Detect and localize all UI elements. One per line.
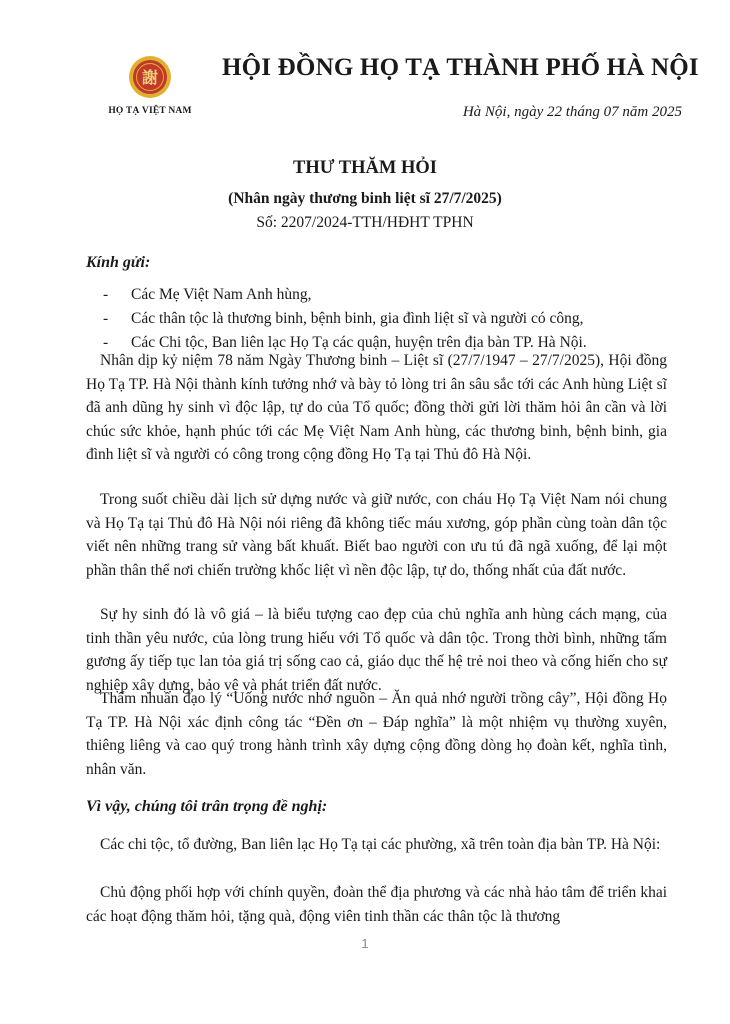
recipient-text: Các thân tộc là thương binh, bệnh binh, gia đình liệt sĩ và người có công, bbox=[131, 310, 584, 327]
seal-glyph: 謝 bbox=[141, 68, 159, 87]
document-title: THƯ THĂM HỎI bbox=[293, 158, 437, 178]
recipient-text: Các Chi tộc, Ban liên lạc Họ Tạ các quận, huyện trên địa bàn TP. Hà Nội. bbox=[131, 334, 587, 351]
body-paragraph: Trong suốt chiều dài lịch sử dựng nước và giữ nước, con cháu Họ Tạ Việt Nam nói chung và Họ Tạ tại Thủ đô Hà Nội nói riêng đã không tiếc máu xương, góp phần cùng toàn dân tộc viết nên những trang sử vàng bất khuất. Biết bao người con ưu tú đã ngã xuống, để lại một phần thân thể nơi chiến trường khốc liệt vì nền độc lập, tự do, thống nhất của đất nước. bbox=[86, 491, 667, 579]
logo-label: HỌ TẠ VIỆT NAM bbox=[108, 106, 192, 116]
salutation: Kính gửi: bbox=[86, 254, 151, 271]
document-number: Số: 2207/2024-TTH/HĐHT TPHN bbox=[256, 214, 474, 231]
body-paragraph: Thấm nhuần đạo lý “Uống nước nhớ nguồn – Ăn quả nhớ người trồng cây”, Hội đồng Họ Tạ TP. Hà Nội xác định công tác “Đền ơn – Đáp nghĩa” là một nhiệm vụ thường xuyên, thiêng liêng và cao quý trong hành trình xây dựng cộng đồng dòng họ đoàn kết, nghĩa tình, nhân văn. bbox=[86, 690, 667, 778]
proposal-heading: Vì vậy, chúng tôi trân trọng đề nghị: bbox=[86, 798, 328, 815]
recipient-item: - Các Chi tộc, Ban liên lạc Họ Tạ các quận, huyện trên địa bàn TP. Hà Nội. bbox=[103, 334, 587, 351]
recipient-item: - Các thân tộc là thương binh, bệnh binh, gia đình liệt sĩ và người có công, bbox=[103, 310, 584, 327]
organization-title: HỘI ĐỒNG HỌ TẠ THÀNH PHỐ HÀ NỘI bbox=[222, 54, 699, 81]
date-line: Hà Nội, ngày 22 tháng 07 năm 2025 bbox=[462, 104, 682, 120]
clan-logo bbox=[96, 54, 204, 116]
recipient-text: Các Mẹ Việt Nam Anh hùng, bbox=[131, 286, 312, 303]
recipient-list bbox=[103, 283, 587, 355]
clan-seal-icon bbox=[127, 54, 173, 100]
page-number: 1 bbox=[361, 936, 369, 951]
proposal-intro: Các chi tộc, tổ đường, Ban liên lạc Họ Tạ tại các phường, xã trên toàn địa bàn TP. Hà Nội: bbox=[100, 836, 661, 853]
proposal-paragraph: Chủ động phối hợp với chính quyền, đoàn thể địa phương và các nhà hảo tâm để triển khai các hoạt động thăm hỏi, tặng quà, động viên tinh thần các thân tộc là thương bbox=[86, 884, 667, 925]
recipient-item: - Các Mẹ Việt Nam Anh hùng, bbox=[103, 286, 312, 303]
body-paragraph: Nhân dịp kỷ niệm 78 năm Ngày Thương binh – Liệt sĩ (27/7/1947 – 27/7/2025), Hội đồng Họ Tạ TP. Hà Nội thành kính tưởng nhớ và bày tỏ lòng tri ân sâu sắc tới các Anh hùng Liệt sĩ đã anh dũng hy sinh vì độc lập, tự do của Tổ quốc; đồng thời gửi lời thăm hỏi ân cần và lời chúc sức khỏe, hạnh phúc tới các Mẹ Việt Nam Anh hùng, các thương binh, bệnh binh, gia đình liệt sĩ và người có công trong cộng đồng Họ Tạ tại Thủ đô Hà Nội. bbox=[86, 352, 667, 463]
document-subtitle: (Nhân ngày thương binh liệt sĩ 27/7/2025) bbox=[228, 190, 502, 207]
body-paragraph: Sự hy sinh đó là vô giá – là biểu tượng cao đẹp của chủ nghĩa anh hùng cách mạng, của tinh thần yêu nước, của lòng trung hiếu với Tổ quốc và dân tộc. Trong thời bình, những tấm gương ấy tiếp tục lan tỏa giá trị sống cao cả, giáo dục thế hệ trẻ noi theo và cống hiến cho sự nghiệp xây dựng, bảo vệ và phát triển đất nước. bbox=[86, 606, 667, 694]
